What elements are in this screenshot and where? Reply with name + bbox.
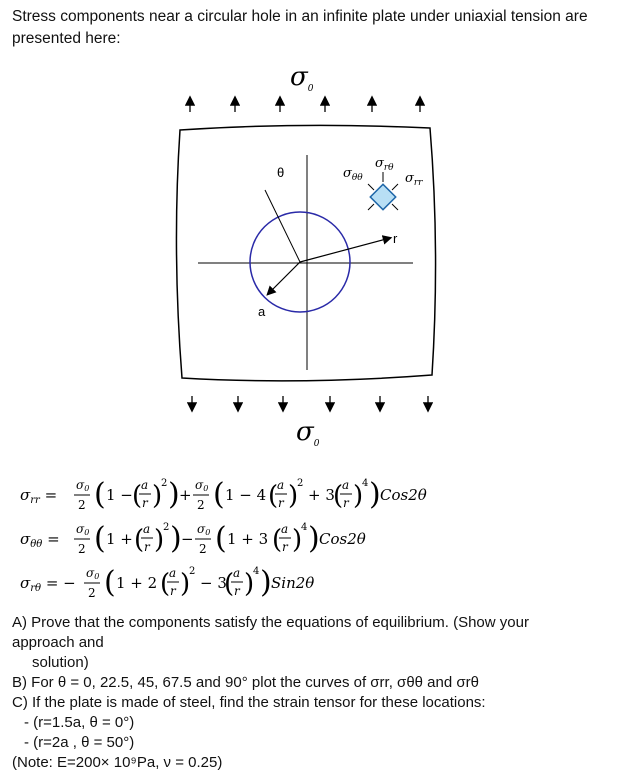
svg-text:): ) bbox=[308, 521, 320, 556]
location-2: - (r=2a , θ = 50°) bbox=[24, 734, 135, 751]
svg-text:(: ( bbox=[160, 569, 171, 599]
top-tension-arrows bbox=[190, 98, 420, 112]
question-a-line1: A) Prove that the components satisfy the equations of equilibrium. (Show your bbox=[12, 614, 529, 631]
svg-text:r: r bbox=[144, 540, 150, 554]
svg-text:4: 4 bbox=[253, 566, 260, 577]
svg-text:r: r bbox=[282, 540, 288, 554]
svg-text:a: a bbox=[281, 522, 289, 536]
svg-text:2: 2 bbox=[78, 498, 86, 512]
svg-text:r: r bbox=[142, 496, 148, 510]
svg-text:(: ( bbox=[94, 521, 106, 556]
location-1: - (r=1.5a, θ = 0°) bbox=[24, 714, 135, 731]
svg-text:(: ( bbox=[134, 525, 145, 555]
svg-text:a: a bbox=[143, 522, 151, 536]
plate-outline bbox=[176, 125, 435, 380]
svg-text:1 − 4: 1 − 4 bbox=[225, 486, 267, 504]
svg-text:+ 3: + 3 bbox=[308, 486, 335, 504]
svg-text:): ) bbox=[244, 569, 255, 599]
a-arrow bbox=[268, 262, 300, 294]
svg-text:): ) bbox=[154, 525, 165, 555]
svg-text:a: a bbox=[233, 566, 241, 580]
svg-text:(: ( bbox=[104, 565, 116, 600]
svg-text:(: ( bbox=[132, 481, 143, 511]
svg-text:): ) bbox=[152, 481, 163, 511]
a-label: a bbox=[258, 304, 266, 319]
svg-text:r: r bbox=[278, 496, 284, 510]
svg-text:a: a bbox=[141, 478, 149, 492]
svg-text:): ) bbox=[353, 481, 364, 511]
svg-text:− 3: − 3 bbox=[200, 574, 227, 592]
svg-text:(: ( bbox=[224, 569, 235, 599]
svg-text:r: r bbox=[234, 584, 240, 598]
svg-text:): ) bbox=[260, 565, 272, 600]
sigma-rr-label: $\sigma_{rr}$ bbox=[405, 171, 423, 188]
plate-figure bbox=[0, 60, 625, 450]
sigma-bottom-label: $\sigma_0$ bbox=[296, 417, 320, 449]
svg-text:1 −: 1 − bbox=[106, 486, 133, 504]
svg-text:σrθ = −: $\sigma_{r\theta}$ = − bbox=[20, 574, 76, 594]
svg-text:): ) bbox=[170, 521, 182, 556]
svg-text:(: ( bbox=[272, 525, 283, 555]
svg-text:a: a bbox=[342, 478, 350, 492]
svg-text:1 + 3: 1 + 3 bbox=[227, 530, 269, 548]
svg-text:Cos2θ: Cos2θ bbox=[319, 530, 366, 548]
svg-text:(: ( bbox=[268, 481, 279, 511]
svg-text:a: a bbox=[169, 566, 177, 580]
svg-text:σ0: σ0 bbox=[76, 522, 90, 537]
sigma-r-theta-label: $\sigma_{r\theta}$ bbox=[375, 156, 394, 173]
svg-text:(: ( bbox=[215, 521, 227, 556]
question-a-line3: solution) bbox=[32, 654, 89, 671]
svg-text:4: 4 bbox=[301, 522, 308, 533]
intro-text: Stress components near a circular hole in an infinite plate under uniaxial tension are presented here: bbox=[12, 8, 588, 47]
svg-text:): ) bbox=[168, 477, 180, 512]
stress-element bbox=[368, 172, 398, 210]
svg-text:σ0: σ0 bbox=[197, 522, 211, 537]
svg-text:σ0: σ0 bbox=[195, 478, 209, 493]
svg-text:2: 2 bbox=[163, 522, 170, 533]
svg-text:): ) bbox=[292, 525, 303, 555]
svg-text:σ0: σ0 bbox=[86, 566, 100, 581]
svg-text:r: r bbox=[170, 584, 176, 598]
sigma-top-label: $\sigma_0$ bbox=[290, 62, 314, 94]
svg-text:(: ( bbox=[94, 477, 106, 512]
svg-text:(: ( bbox=[333, 481, 344, 511]
sigma-theta-theta-label: $\sigma_{\theta\theta}$ bbox=[343, 166, 363, 183]
equation-sigma-rr bbox=[12, 474, 612, 522]
theta-label: θ bbox=[277, 165, 285, 180]
svg-text:4: 4 bbox=[362, 478, 369, 489]
svg-text:r: r bbox=[343, 496, 349, 510]
svg-text:2: 2 bbox=[161, 478, 168, 489]
svg-text:): ) bbox=[180, 569, 191, 599]
material-note: (Note: E=200× 10⁹Pa, ν = 0.25) bbox=[12, 754, 223, 771]
svg-text:Cos2θ: Cos2θ bbox=[380, 486, 427, 504]
svg-text:(: ( bbox=[213, 477, 225, 512]
question-b: B) For θ = 0, 22.5, 45, 67.5 and 90° plot the curves of σrr, σθθ and σrθ bbox=[12, 674, 479, 691]
svg-text:2: 2 bbox=[88, 586, 96, 600]
svg-text:Sin2θ: Sin2θ bbox=[271, 574, 315, 592]
equation-sigma-r-theta bbox=[12, 562, 612, 610]
svg-text:σθθ =: $\sigma_{\theta\theta}$ = bbox=[20, 530, 60, 550]
svg-text:a: a bbox=[277, 478, 285, 492]
svg-text:−: − bbox=[181, 530, 194, 548]
r-label: r bbox=[393, 231, 398, 246]
svg-text:): ) bbox=[369, 477, 381, 512]
svg-text:2: 2 bbox=[189, 566, 196, 577]
svg-text:2: 2 bbox=[78, 542, 86, 556]
svg-text:σ0: σ0 bbox=[76, 478, 90, 493]
bottom-tension-arrows bbox=[192, 396, 428, 410]
svg-text:): ) bbox=[288, 481, 299, 511]
svg-text:σrr =: $\sigma_{rr}$ = bbox=[20, 486, 58, 506]
question-a-line2: approach and bbox=[12, 634, 104, 651]
equation-sigma-theta-theta bbox=[12, 518, 612, 566]
svg-text:2: 2 bbox=[199, 542, 207, 556]
svg-text:2: 2 bbox=[297, 478, 304, 489]
svg-text:1 +: 1 + bbox=[106, 530, 133, 548]
svg-text:1 + 2: 1 + 2 bbox=[116, 574, 158, 592]
svg-text:2: 2 bbox=[197, 498, 205, 512]
theta-line bbox=[265, 190, 300, 262]
question-c: C) If the plate is made of steel, find the strain tensor for these locations: bbox=[12, 694, 486, 711]
svg-text:+: + bbox=[179, 486, 192, 504]
